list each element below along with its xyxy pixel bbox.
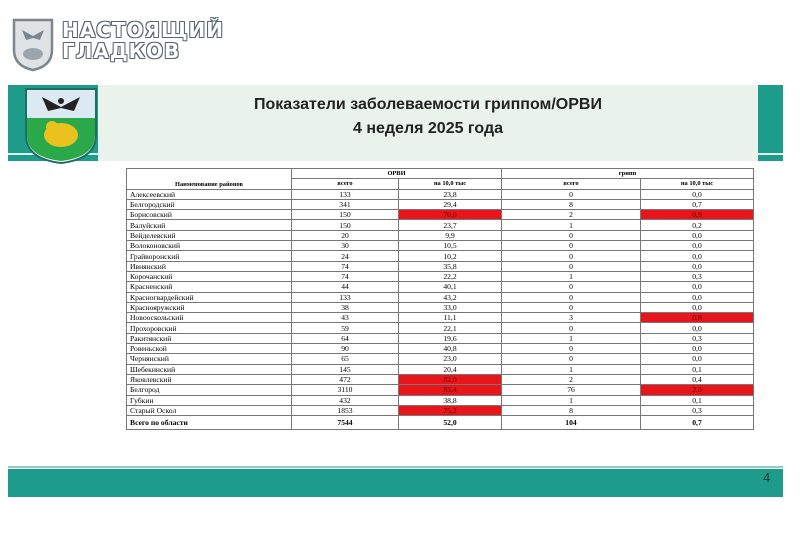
table-row xyxy=(127,385,754,395)
orvi-total-cell: 341 xyxy=(292,199,399,209)
total-flu: 104 xyxy=(502,416,641,430)
table-row xyxy=(127,271,754,281)
table-row xyxy=(127,364,754,374)
orvi-total-cell: 44 xyxy=(292,282,399,292)
flu-total-cell: 0 xyxy=(502,302,641,312)
orvi-rate-cell: 40,8 xyxy=(399,344,502,354)
total-row xyxy=(127,416,754,430)
orvi-total-cell: 90 xyxy=(292,344,399,354)
watermark xyxy=(10,16,224,76)
orvi-total-cell: 74 xyxy=(292,261,399,271)
table-row xyxy=(127,354,754,364)
flu-rate-cell: 0,3 xyxy=(641,333,754,343)
header-district: Наименование районов xyxy=(127,169,292,190)
district-name: Ивнянский xyxy=(127,261,292,271)
table-row xyxy=(127,210,754,220)
flu-rate-cell: 0,0 xyxy=(641,251,754,261)
orvi-rate-cell: 19,6 xyxy=(399,333,502,343)
district-name: Грайворонский xyxy=(127,251,292,261)
orvi-rate-cell: 40,1 xyxy=(399,282,502,292)
orvi-total-cell: 74 xyxy=(292,271,399,281)
watermark-line1: НАСТОЯЩИЙ xyxy=(62,18,224,42)
flu-rate-cell: 0,0 xyxy=(641,282,754,292)
orvi-total-cell: 432 xyxy=(292,395,399,405)
orvi-total-cell: 1853 xyxy=(292,405,399,415)
flu-total-cell: 2 xyxy=(502,374,641,384)
morbidity-table xyxy=(126,168,754,430)
footer-band xyxy=(8,469,783,497)
orvi-rate-cell: 20,4 xyxy=(399,364,502,374)
district-name: Старый Оскол xyxy=(127,405,292,415)
orvi-total-cell: 472 xyxy=(292,374,399,384)
orvi-total-cell: 43 xyxy=(292,313,399,323)
orvi-rate-cell: 11,1 xyxy=(399,313,502,323)
total-flu-rate: 0,7 xyxy=(641,416,754,430)
total-label: Всего по области xyxy=(127,416,292,430)
flu-rate-cell: 0,0 xyxy=(641,302,754,312)
header-orvi: ОРВИ xyxy=(292,169,502,179)
flu-total-cell: 0 xyxy=(502,292,641,302)
flu-total-cell: 76 xyxy=(502,385,641,395)
header-panel xyxy=(98,85,758,161)
table-row xyxy=(127,199,754,209)
orvi-total-cell: 38 xyxy=(292,302,399,312)
table-row xyxy=(127,261,754,271)
flu-total-cell: 1 xyxy=(502,333,641,343)
orvi-total-cell: 150 xyxy=(292,220,399,230)
orvi-rate-cell: 35,8 xyxy=(399,261,502,271)
flu-total-cell: 1 xyxy=(502,220,641,230)
orvi-total-cell: 133 xyxy=(292,189,399,199)
flu-total-cell: 1 xyxy=(502,364,641,374)
district-name: Борисовский xyxy=(127,210,292,220)
title-line1: Показатели заболеваемости гриппом/ОРВИ xyxy=(254,96,602,113)
table-row xyxy=(127,230,754,240)
orvi-total-cell: 64 xyxy=(292,333,399,343)
district-name: Чернянский xyxy=(127,354,292,364)
slide xyxy=(8,85,783,497)
flu-rate-cell: 0,0 xyxy=(641,241,754,251)
flu-rate-cell: 0,0 xyxy=(641,230,754,240)
table-row xyxy=(127,395,754,405)
district-name: Белгородский xyxy=(127,199,292,209)
header-orvi-rate: на 10,0 тыс xyxy=(399,179,502,189)
district-name: Ровеньской xyxy=(127,344,292,354)
orvi-rate-cell: 82,0 xyxy=(399,374,502,384)
flu-total-cell: 0 xyxy=(502,323,641,333)
flu-rate-cell: 0,4 xyxy=(641,374,754,384)
slide-title xyxy=(98,93,758,141)
flu-rate-cell: 0,3 xyxy=(641,405,754,415)
flu-rate-cell: 0,1 xyxy=(641,395,754,405)
coat-of-arms-watermark-icon xyxy=(10,16,56,72)
flu-total-cell: 8 xyxy=(502,405,641,415)
table-row xyxy=(127,333,754,343)
flu-total-cell: 1 xyxy=(502,271,641,281)
flu-rate-cell: 0,0 xyxy=(641,344,754,354)
table-row xyxy=(127,374,754,384)
flu-total-cell: 0 xyxy=(502,189,641,199)
orvi-rate-cell: 43,2 xyxy=(399,292,502,302)
flu-rate-cell: 0,0 xyxy=(641,292,754,302)
flu-total-cell: 0 xyxy=(502,282,641,292)
orvi-rate-cell: 75,2 xyxy=(399,405,502,415)
flu-total-cell: 0 xyxy=(502,241,641,251)
total-orvi-rate: 52,0 xyxy=(399,416,502,430)
table-row xyxy=(127,302,754,312)
orvi-total-cell: 133 xyxy=(292,292,399,302)
belgorod-coat-of-arms-icon xyxy=(24,87,98,165)
flu-total-cell: 0 xyxy=(502,354,641,364)
table-row xyxy=(127,220,754,230)
flu-rate-cell: 0,2 xyxy=(641,220,754,230)
flu-rate-cell: 2,0 xyxy=(641,385,754,395)
table-row xyxy=(127,292,754,302)
watermark-line2: ГЛАДКОВ xyxy=(62,39,181,63)
title-line2: 4 неделя 2025 года xyxy=(352,120,503,137)
orvi-total-cell: 65 xyxy=(292,354,399,364)
flu-rate-cell: 0,1 xyxy=(641,364,754,374)
orvi-total-cell: 150 xyxy=(292,210,399,220)
orvi-total-cell: 24 xyxy=(292,251,399,261)
header-orvi-total: всего xyxy=(292,179,399,189)
district-name: Ракитянский xyxy=(127,333,292,343)
district-name: Новооскольский xyxy=(127,313,292,323)
flu-total-cell: 3 xyxy=(502,313,641,323)
flu-total-cell: 0 xyxy=(502,344,641,354)
orvi-rate-cell: 23,7 xyxy=(399,220,502,230)
orvi-rate-cell: 9,9 xyxy=(399,230,502,240)
orvi-total-cell: 145 xyxy=(292,364,399,374)
orvi-rate-cell: 83,4 xyxy=(399,385,502,395)
orvi-total-cell: 20 xyxy=(292,230,399,240)
header-flu-total: всего xyxy=(502,179,641,189)
orvi-rate-cell: 29,4 xyxy=(399,199,502,209)
total-orvi: 7544 xyxy=(292,416,399,430)
orvi-total-cell: 3110 xyxy=(292,385,399,395)
district-name: Яковлевский xyxy=(127,374,292,384)
flu-total-cell: 0 xyxy=(502,251,641,261)
orvi-rate-cell: 33,0 xyxy=(399,302,502,312)
orvi-rate-cell: 10,5 xyxy=(399,241,502,251)
flu-rate-cell: 0,0 xyxy=(641,189,754,199)
table-row xyxy=(127,251,754,261)
table-row xyxy=(127,189,754,199)
district-name: Прохоровский xyxy=(127,323,292,333)
flu-rate-cell: 0,0 xyxy=(641,323,754,333)
orvi-rate-cell: 23,8 xyxy=(399,189,502,199)
header-flu: грипп xyxy=(502,169,754,179)
header-flu-rate: на 10,0 тыс xyxy=(641,179,754,189)
table-row xyxy=(127,282,754,292)
flu-rate-cell: 0,8 xyxy=(641,313,754,323)
flu-rate-cell: 0,0 xyxy=(641,261,754,271)
flu-total-cell: 0 xyxy=(502,230,641,240)
orvi-rate-cell: 38,8 xyxy=(399,395,502,405)
orvi-rate-cell: 70,0 xyxy=(399,210,502,220)
district-name: Волоконовский xyxy=(127,241,292,251)
district-name: Краснояружский xyxy=(127,302,292,312)
table-row xyxy=(127,313,754,323)
flu-rate-cell: 0,0 xyxy=(641,354,754,364)
orvi-rate-cell: 10,2 xyxy=(399,251,502,261)
district-name: Алексеевский xyxy=(127,189,292,199)
orvi-rate-cell: 23,0 xyxy=(399,354,502,364)
orvi-total-cell: 59 xyxy=(292,323,399,333)
flu-total-cell: 2 xyxy=(502,210,641,220)
flu-total-cell: 1 xyxy=(502,395,641,405)
district-name: Вейделевский xyxy=(127,230,292,240)
flu-rate-cell: 0,9 xyxy=(641,210,754,220)
page-number: 4 xyxy=(763,470,771,485)
flu-rate-cell: 0,3 xyxy=(641,271,754,281)
flu-total-cell: 0 xyxy=(502,261,641,271)
table-row xyxy=(127,323,754,333)
district-name: Красненский xyxy=(127,282,292,292)
orvi-rate-cell: 22,2 xyxy=(399,271,502,281)
district-name: Корочанский xyxy=(127,271,292,281)
flu-rate-cell: 0,7 xyxy=(641,199,754,209)
table-row xyxy=(127,405,754,415)
district-name: Красногвардейский xyxy=(127,292,292,302)
district-name: Губкин xyxy=(127,395,292,405)
table-row xyxy=(127,344,754,354)
orvi-total-cell: 30 xyxy=(292,241,399,251)
orvi-rate-cell: 22,1 xyxy=(399,323,502,333)
district-name: Валуйский xyxy=(127,220,292,230)
district-name: Белгород xyxy=(127,385,292,395)
table-row xyxy=(127,241,754,251)
district-name: Шебекинский xyxy=(127,364,292,374)
flu-total-cell: 8 xyxy=(502,199,641,209)
